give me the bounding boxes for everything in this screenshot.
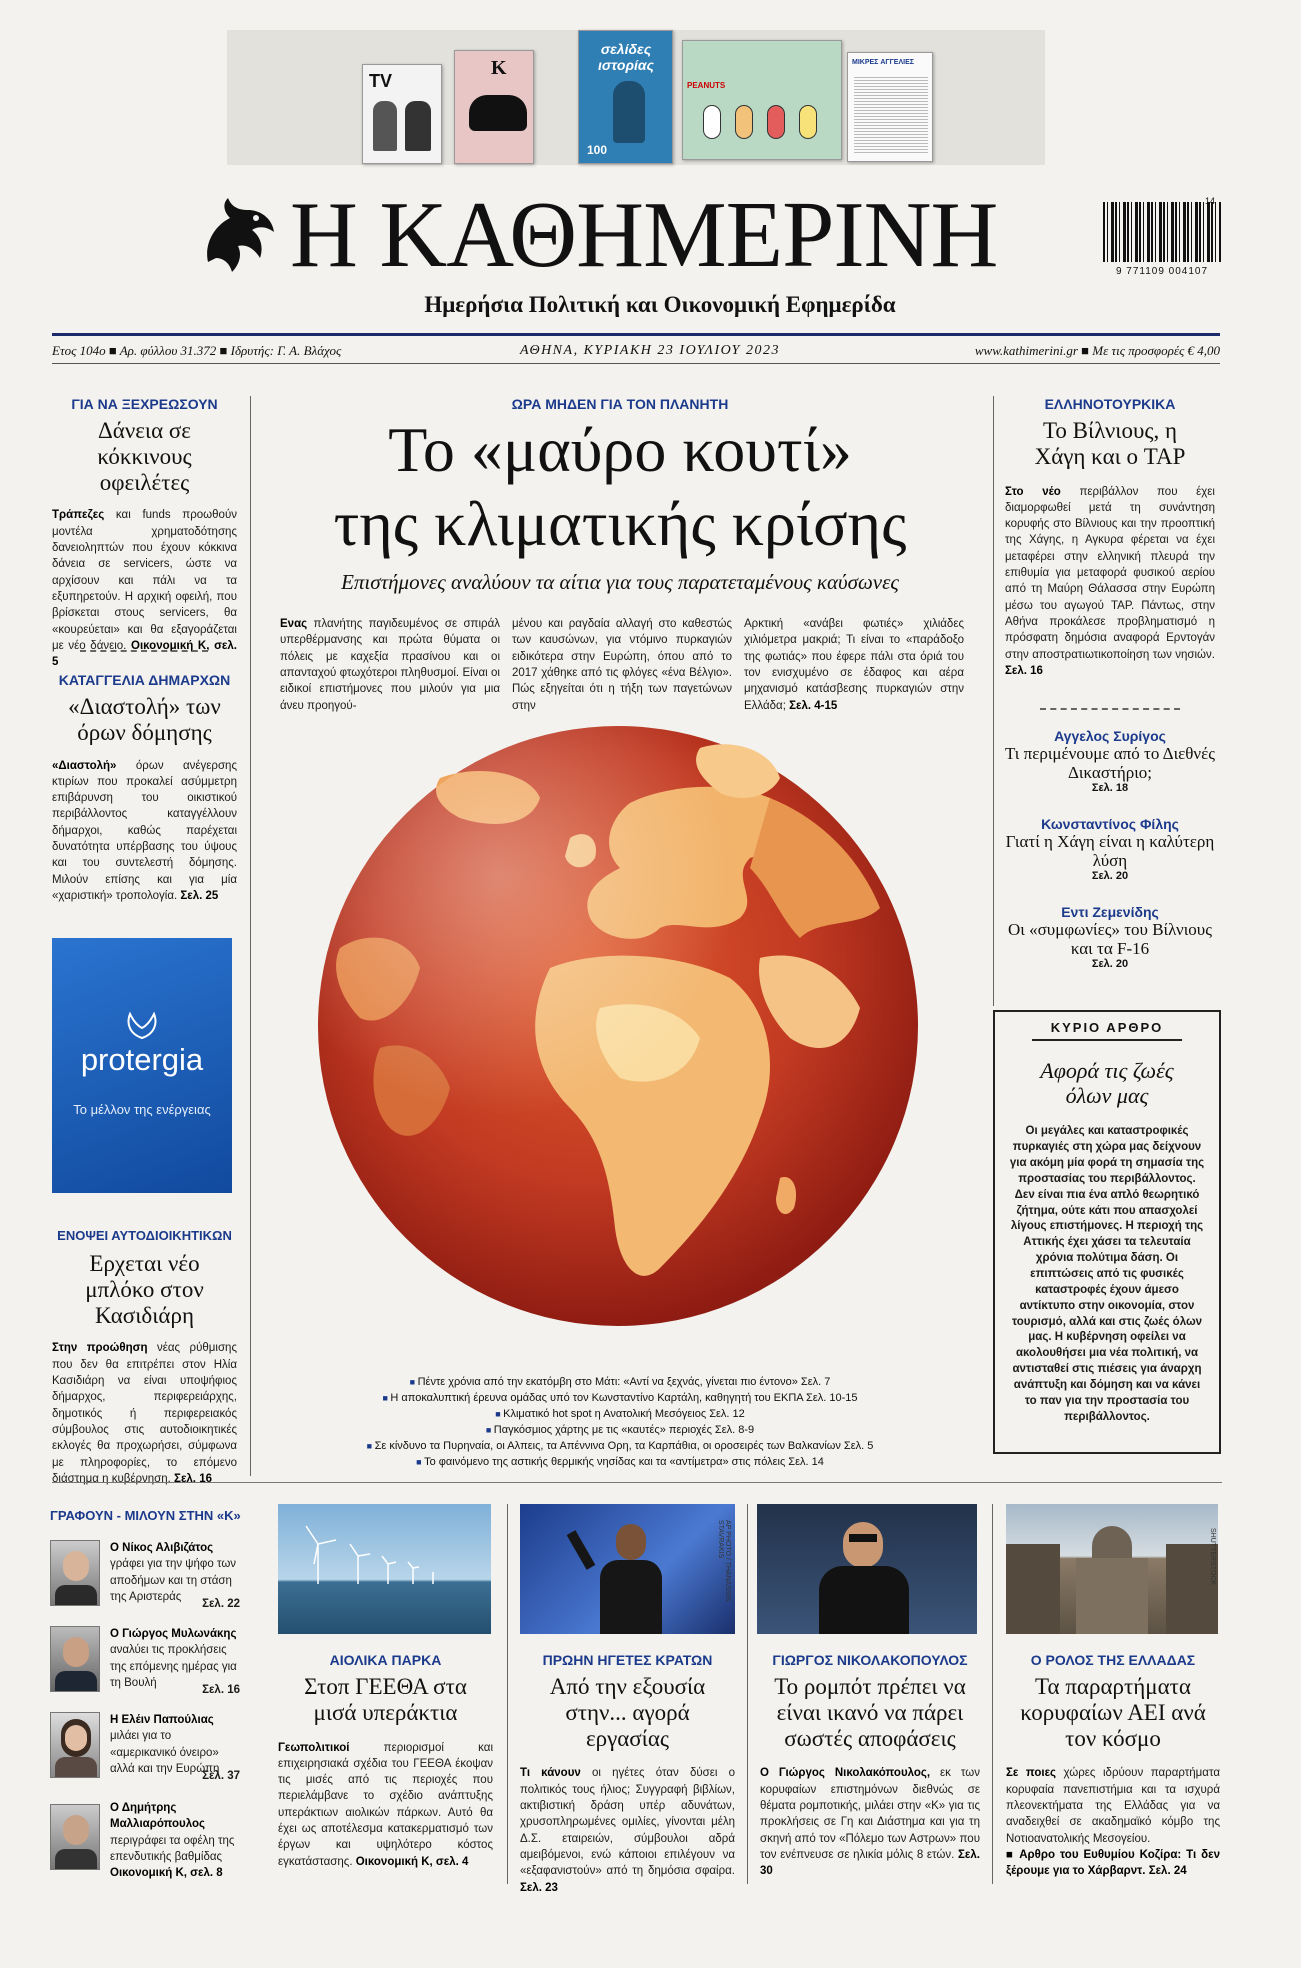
related-link[interactable]: ■ Πέντε χρόνια από την εκατόμβη στο Μάτι: «Αντί να ξεχνάς, γίνεται πιο έντονο» Σελ. 7 xyxy=(270,1374,970,1390)
bottom-story-leaders[interactable] xyxy=(520,1652,735,1896)
newspaper-title: Η ΚΑΘΗΜΕΡΙΝΗ xyxy=(290,183,998,287)
writers-section xyxy=(50,1508,240,1523)
story-headline: Στοπ ΓΕΕΘΑ στα μισά υπεράκτια xyxy=(304,1674,467,1725)
opinion-author: Εντι Ζεμενίδης xyxy=(1061,904,1159,920)
writer-text: Ο Νίκος Αλιβιζάτος γράφει για την ψήφο των αποδήμων και τη στάση της Αριστεράς xyxy=(110,1542,237,1603)
editorial-body: Οι μεγάλες και καταστροφικές πυρκαγιές στη χώρα μας δείχνουν για ακόμη μία φορά τη σημασία της προστασίας του περιβάλλοντος. Δεν είναι πια ένα απλό θεωρητικό ζήτημα, ούτε κάτι που απασχολεί λίγους επιστήμονες. Η περιοχή της Αττικής έχει χάσει τα τελευταία χρόνια πολύτιμα δάση. Οι επιπτώσεις από τις φυσικές καταστροφές έχουν άμεσο αντίκτυπο στην οικονομία, στον τουρισμό, αλλά και στις ζωές όλων μας. Η κυβέρνηση οφείλει να ακολουθήσει μια νέα πολιτική, να αντισταθεί στις πιέσεις για άναρχη ανάπτυξη και δόμηση και να κάνει το παν για την προστασία του περιβάλλοντος. xyxy=(1009,1125,1205,1423)
peanuts-comic-thumbnail[interactable] xyxy=(682,40,842,160)
barcode-issue-number: 14 xyxy=(1205,196,1216,206)
editorial-headline: Αφορά τις ζωές όλων μας xyxy=(1040,1058,1174,1108)
portrait-photo-1 xyxy=(373,101,397,151)
writer-ref: Σελ. 22 xyxy=(202,1598,240,1610)
writer-text: Ο Δημήτρης Μαλλιαρόπουλος περιγράφει τα οφέλη της επενδυτικής βαθμίδας Οικονομική Κ, σελ. 8 xyxy=(110,1802,235,1880)
writer-text: Ο Γιώργος Μυλωνάκης αναλύει τις προκλήσεις της επόμενης ημέρας για τη Βουλή xyxy=(110,1628,237,1689)
story-headline: Τα παραρτήματα κορυφαίων ΑΕΙ ανά τον κόσμο xyxy=(1020,1674,1206,1751)
related-link[interactable]: ■ Κλιματικό hot spot η Ανατολική Μεσόγειος Σελ. 12 xyxy=(270,1406,970,1422)
university-building-photo xyxy=(1006,1504,1218,1634)
bottom-section-rule xyxy=(52,1482,1222,1483)
column-divider-left xyxy=(250,396,251,1476)
story-body: Στο νέο περιβάλλον που έχει διαμορφωθεί μετά τη συνάντηση κορυφής στο Βίλνιους και την προοπτική της Χάγης, η Αγκυρα φέρεται να έχει μεταφέρει στην ελληνική πλευρά την επιθυμία για μεταφορά φυσικού αερίου από τη Μαύρη Θάλασσα στην Ευρώπη μέσω του αγωγού TAP. Πάντως, στην Αθήνα προκάλεσε προβληματισμό η πρόσφατη δημόσια αναφορά Ερντογάν στην αποστρατιωτικοποίηση των νησιών. Σελ. 16 xyxy=(1005,485,1215,678)
story-kicker: ΓΙΩΡΓΟΣ ΝΙΚΟΛΑΚΟΠΟΥΛΟΣ xyxy=(772,1652,968,1668)
history-book-title: σελίδες ιστορίας xyxy=(598,41,654,73)
barcode-number: 9 771109 004107 xyxy=(1115,266,1209,277)
left-story-loans[interactable] xyxy=(52,396,237,671)
story-kicker: ΕΛΛΗΝΟΤΟΥΡΚΙΚΑ xyxy=(1044,396,1176,412)
story-headline: «Διαστολή» των όρων δόμησης xyxy=(68,694,221,745)
related-link[interactable]: ■ Η αποκαλυπτική έρευνα ομάδας υπό τον Κωνσταντίνο Καρτάλη, καθηγητή του ΕΚΠΑ Σελ. 10-15 xyxy=(270,1390,970,1406)
statue-illustration xyxy=(613,81,645,143)
classifieds-thumbnail[interactable] xyxy=(847,52,933,162)
story-body: Στην προώθηση νέας ρύθμισης που δεν θα επιτρέπει στον Ηλία Κασιδιάρη να είναι υποψήφιος δήμαρχος, περιφερειάρχης, δημοτικός ή περιφερειακός σύμβουλος στις αυτοδιοικητικές εκλογές θα προχωρήσει, σύμφωνα με πληροφορίες, το επόμενο διάστημα η κυβέρνηση. Σελ. 16 xyxy=(52,1342,237,1485)
left-story-kasidiaris[interactable] xyxy=(52,1228,237,1487)
writers-kicker: ΓΡΑΦΟΥΝ - ΜΙΛΟΥΝ ΣΤΗΝ «Κ» xyxy=(50,1508,241,1523)
tv-supplement-thumbnail[interactable] xyxy=(362,64,442,164)
left-story-building[interactable] xyxy=(52,672,237,904)
wind-farm-photo xyxy=(278,1504,491,1634)
story-headline: Ερχεται νέο μπλόκο στον Κασιδιάρη xyxy=(85,1251,204,1328)
protergia-logo-icon xyxy=(124,1010,160,1040)
column-divider-right xyxy=(993,396,994,1006)
main-kicker: ΩΡΑ ΜΗΔΕΝ ΓΙΑ ΤΟΝ ΠΛΑΝΗΤΗ xyxy=(511,396,729,412)
story-body: Ο Γιώργος Νικολακόπουλος, εκ των κορυφαίων επιστημόνων διεθνώς σε θέματα ρομποτικής, μιλάει στην «Κ» για τις προκλήσεις σε Γη και Διάστημα και για τη σκηνή από τον «Πόλεμο των Αστρων» που τον ενέπνευσε σε ηλικία μόλις 8 ετών. Σελ. 30 xyxy=(760,1767,980,1878)
writer-item-alivizatos[interactable] xyxy=(50,1540,240,1614)
classifieds-text-lines xyxy=(854,75,928,155)
writer-portrait xyxy=(50,1804,100,1870)
main-body-column-2: μένου και ραγδαία αλλαγή στο καθεστώς των καυσώνων, για ντόμινο πυρκαγιών ειδικότερα στην Ευρώπη, όπου από το 2017 χάθηκε από τις φλόγες «ένα Βέλγιο». Πώς εξηγείται ότι η τήξη των παγετώνων στην xyxy=(512,618,732,712)
bull-illustration xyxy=(469,95,527,131)
scientist-photo xyxy=(757,1504,977,1634)
cartoon-character-2 xyxy=(735,105,753,139)
opinion-author: Αγγελος Συρίγος xyxy=(1054,728,1166,744)
story-headline: Το ρομπότ πρέπει να είναι ικανό να πάρει σωστές αποφάσεις xyxy=(774,1674,966,1751)
main-related-links xyxy=(270,1374,970,1470)
editorial-box[interactable] xyxy=(993,1010,1221,1454)
bottom-story-wind[interactable] xyxy=(278,1652,493,1870)
opinion-title: Γιατί η Χάγη είναι η καλύτερη λύση xyxy=(1005,832,1215,871)
story-kicker: ΕΝΟΨΕΙ ΑΥΤΟΔΙΟΙΚΗΤΙΚΩΝ xyxy=(57,1228,232,1243)
story-kicker: ΚΑΤΑΓΓΕΛΙΑ ΔΗΜΑΡΧΩΝ xyxy=(58,672,231,688)
writer-text: Η Ελέιν Παπούλιας μιλάει για το «αμερικανικό όνειρο» αλλά και την Ευρώπη xyxy=(110,1714,220,1775)
former-leader-photo xyxy=(520,1504,735,1634)
opinion-ref: Σελ. 18 xyxy=(1091,782,1129,795)
main-headline-line-1[interactable]: Το «μαύρο κουτί» xyxy=(388,414,852,485)
cartoon-character-3 xyxy=(767,105,785,139)
writer-portrait xyxy=(50,1626,100,1692)
related-link[interactable]: ■ Σε κίνδυνο τα Πυρηναία, οι Αλπεις, τα Απέννινα Ορη, τα Καρπάθια, οι οροσειρές των Βαλκανίων Σελ. 5 xyxy=(270,1438,970,1454)
bottom-divider-2 xyxy=(747,1504,748,1884)
supplement-promo-strip xyxy=(227,30,1045,165)
main-body-column-3: Αρκτική «ανάβει φωτιές» χιλιάδες χιλιόμετρα μακριά; Τι είναι το «παράδοξο της φωτιάς» που έφερε πάλι στα όριά του τον ενισχυμένο σε έδαφος και αέρα μηχανισμό κατάσβεσης πυρκαγιών στην Ελλάδα; Σελ. 4-15 xyxy=(744,618,964,712)
protergia-tagline: Το μέλλον της ενέργειας xyxy=(73,1102,211,1117)
writer-ref: Σελ. 37 xyxy=(202,1770,240,1782)
main-headline-line-2[interactable]: της κλιματικής κρίσης xyxy=(333,488,907,559)
opinion-title: Τι περιμένουμε από το Διεθνές Δικαστήριο; xyxy=(1005,744,1215,783)
website-price: www.kathimerini.gr ■ Με τις προσφορές € 4,00 xyxy=(974,343,1220,358)
masthead-underline xyxy=(52,363,1220,364)
cartoon-character-4 xyxy=(799,105,817,139)
griffin-logo-icon xyxy=(200,196,280,278)
opinion-filis[interactable] xyxy=(1005,816,1215,882)
protergia-brand: protergia xyxy=(80,1042,204,1077)
tv-supplement-label: TV xyxy=(369,71,393,91)
writer-item-malliaropoulos[interactable] xyxy=(50,1800,240,1890)
protergia-advertisement[interactable] xyxy=(52,938,232,1193)
writer-item-mylonakis[interactable] xyxy=(50,1626,240,1700)
story-kicker: ΠΡΩΗΝ ΗΓΕΤΕΣ ΚΡΑΤΩΝ xyxy=(542,1652,713,1668)
opinion-author: Κωνσταντίνος Φίλης xyxy=(1041,816,1179,832)
related-link[interactable]: ■ Παγκόσμιος χάρτης με τις «καυτές» περιοχές Σελ. 8-9 xyxy=(270,1422,970,1438)
photo-credit: AP PHOTO / THANASSIS STAVRAKIS xyxy=(717,1520,731,1602)
writer-portrait xyxy=(50,1540,100,1606)
writer-ref: Σελ. 16 xyxy=(202,1684,240,1696)
history-book-number: 100 xyxy=(587,143,608,157)
opinion-zemenidis[interactable] xyxy=(1005,904,1215,970)
story-kicker: Ο ΡΟΛΟΣ ΤΗΣ ΕΛΛΑΔΑΣ xyxy=(1030,1652,1196,1668)
classifieds-label: MIKPEΣ AΓΓΕΛΙΕΣ xyxy=(852,59,914,66)
edition-date: ΑΘΗΝΑ, ΚΥΡΙΑΚΗ 23 ΙΟΥΛΙΟΥ 2023 xyxy=(520,343,780,358)
photo-credit: SHUTTERSTOCK xyxy=(1209,1528,1216,1586)
section-divider xyxy=(80,650,208,652)
bottom-divider-3 xyxy=(992,1504,993,1884)
writer-item-papoulias[interactable] xyxy=(50,1712,240,1786)
section-divider xyxy=(1040,708,1180,710)
story-headline: Το Βίλνιους, η Χάγη και ο TAP xyxy=(1034,418,1186,469)
history-book-thumbnail[interactable] xyxy=(578,30,673,164)
story-kicker: ΑΙΟΛΙΚΑ ΠΑΡΚΑ xyxy=(329,1652,442,1668)
barcode xyxy=(1103,202,1221,262)
opinion-ref: Σελ. 20 xyxy=(1091,870,1129,883)
main-subhead: Επιστήμονες αναλύουν τα αίτια για τους παρατεταμένους καύσωνες xyxy=(341,570,899,594)
bottom-story-robot[interactable] xyxy=(760,1652,980,1880)
k-magazine-thumbnail[interactable] xyxy=(454,50,534,164)
story-headline: Από την εξουσία στην... αγορά εργασίας xyxy=(549,1674,706,1751)
opinion-syrigos[interactable] xyxy=(1005,728,1215,794)
story-body: Τράπεζες και funds προωθούν μοντέλα χρηματοδότησης δανειοληπτών που έχουν κόκκινα δάνεια σε servicers, ώστε να αρχίσουν και πάλι να τα εξυπηρετούν. Η αρχική οφειλή, που βρίσκεται στους servicers, θα «κουρεύεται» και θα εξαγοράζεται με νέο δάνειο. Οικονομική Κ, σελ. 5 xyxy=(52,509,237,669)
k-magazine-label: K xyxy=(491,57,507,79)
heated-globe-illustration xyxy=(300,708,936,1344)
edition-info: Ετος 104ο ■ Αρ. φύλλου 31.372 ■ Ιδρυτής: Γ. Α. Βλάχος xyxy=(52,343,342,358)
bottom-story-universities[interactable] xyxy=(1006,1652,1220,1880)
peanuts-caption: PEANUTS xyxy=(687,81,726,90)
cartoon-character-1 xyxy=(703,105,721,139)
editorial-label: ΚΥΡΙΟ ΑΡΘΡΟ xyxy=(1032,1020,1182,1041)
story-body: Τι κάνουν οι ηγέτες όταν δύσει ο πολιτικός τους ήλιος; Συγγραφή βιβλίων, ακτιβιστική δράση υπέρ αδυνάτων, χρυσοπληρωμένες ομιλίες, γίνονται μέλη Δ.Σ. εταιρειών, σύμβουλοι αδρά αμειβόμενοι, ενώ κάποιοι επιλέγουν να «εξαφανιστούν» από τη δημόσια σφαίρα. Σελ. 23 xyxy=(520,1767,735,1894)
story-body: «Διαστολή» όρων ανέγερσης κτιρίων που προκαλεί ασύμμετρη επιβάρυνση του οικιστικού περιβάλλοντος καταγγέλλουν δήμαρχοι, καθώς παρέχεται δυνατότητα υπέρβασης του ύψους και του συντελεστή δόμησης. Μιλούν επίσης και για μία «χαριστική» τροπολογία. Σελ. 25 xyxy=(52,759,237,903)
opinion-ref: Σελ. 20 xyxy=(1091,958,1129,971)
story-kicker: ΓΙΑ ΝΑ ΞΕΧΡΕΩΣΟΥΝ xyxy=(71,396,218,412)
portrait-photo-2 xyxy=(405,101,431,151)
opinion-title: Οι «συμφωνίες» του Βίλνιους και τα F-16 xyxy=(1008,920,1212,959)
bottom-divider-1 xyxy=(507,1504,508,1884)
newspaper-subtitle: Ημερήσια Πολιτική και Οικονομική Εφημερίδα xyxy=(424,292,896,317)
right-story-greek-turkish[interactable] xyxy=(1005,396,1215,679)
writer-portrait xyxy=(50,1712,100,1778)
story-body: Γεωπολιτικοί περιορισμοί και επιχειρησιακά σχέδια του ΓΕΕΘΑ έκοψαν τις μισές από τις περιοχές που περιελάμβανε το σχέδιο ανάπτυξης υπεράκτιων αιολικών πάρκων. Αυτό θα έχει ως αποτέλεσμα κατακερματισμό των έργων και υψηλότερο κόστος εγκατάστασης. Οικονομική Κ, σελ. 4 xyxy=(278,1741,493,1868)
masthead-rule xyxy=(52,333,1220,336)
main-body-column-1: Ενας πλανήτης παγιδευμένος σε σπιράλ υπερθέρμανσης και πρώτα θύματα οι πόλεις με καχεξία πρασίνου και οι απανταχού φτωχότεροι πληθυσμοί. Είναι οι ειδικοί επιστήμονες που μιλούν για μια άνευ προηγού- xyxy=(280,618,500,712)
story-headline: Δάνεια σε κόκκινους οφειλέτες xyxy=(97,418,192,495)
story-body: Σε ποιες χώρες ιδρύουν παραρτήματα κορυφαία πανεπιστήμια και τα ισχυρά πλεονεκτήματα της Ελλάδας για να αναδειχθεί σε ακαδημαϊκό κόμβο της Νοτιοανατολικής Μεσογείου. ■ Αρθρο του Ευθυμίου Κοζίρα: Τι δεν ξέρουμε για το Χάρβαρντ. Σελ. 24 xyxy=(1006,1767,1220,1878)
related-link[interactable]: ■ Το φαινόμενο της αστικής θερμικής νησίδας και τα «αντίμετρα» στις πόλεις Σελ. 14 xyxy=(270,1454,970,1470)
